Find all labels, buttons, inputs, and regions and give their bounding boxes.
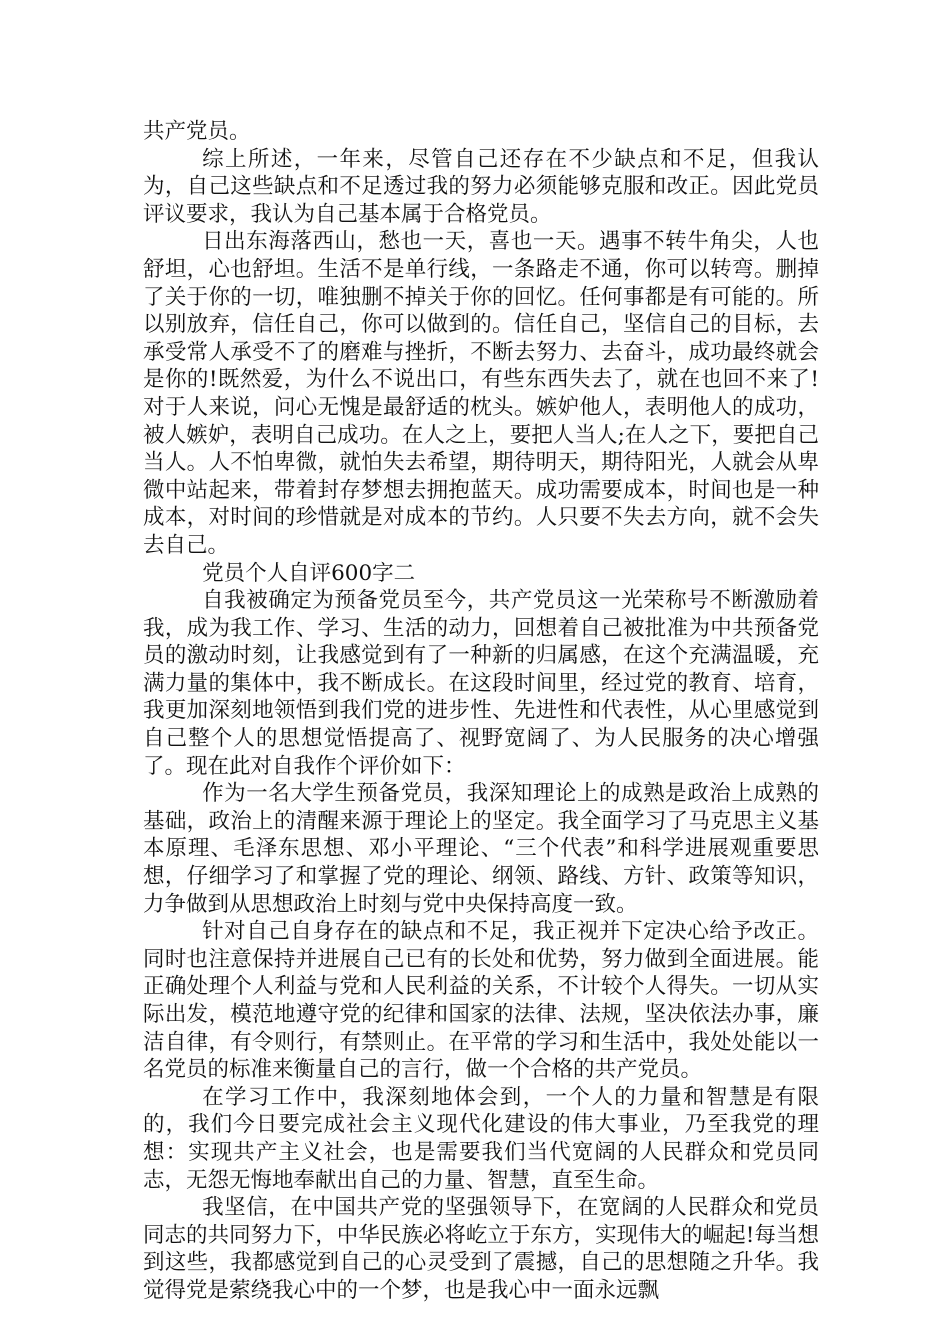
- paragraph-summary: 综上所述，一年来，尽管自己还存在不少缺点和不足，但我认为，自己这些缺点和不足透过我的努力必须能够克服和改正。因此党员评议要求，我认为自己基本属于合格党员。: [143, 146, 819, 227]
- paragraph-belief: 我坚信，在中国共产党的坚强领导下，在宽阔的人民群众和党员同志的共同努力下，中华民族必将屹立于东方，实现伟大的崛起!每当想到这些，我都感觉到自己的心灵受到了震撼，自己的思想随之升华。我觉得党是萦绕我心中的一个梦，也是我心中一面永远飘: [143, 1195, 819, 1303]
- paragraph-theory: 作为一名大学生预备党员，我深知理论上的成熟是政治上成熟的基础，政治上的清醒来源于理论上的坚定。我全面学习了马克思主义基本原理、毛泽东思想、邓小平理论、“三个代表”和科学进展观重要思想，仔细学习了和掌握了党的理论、纲领、路线、方针、政策等知识，力争做到从思想政治上时刻与党中央保持高度一致。: [143, 781, 819, 917]
- document-body: [143, 118, 819, 1305]
- paragraph-continuation: 共产党员。: [143, 119, 251, 144]
- paragraph-quotes: 日出东海落西山，愁也一天，喜也一天。遇事不转牛角尖，人也舒坦，心也舒坦。生活不是单行线，一条路走不通，你可以转弯。删掉了关于你的一切，唯独删不掉关于你的回忆。任何事都是有可能的。所以别放弃，信任自己，你可以做到的。信任自己，坚信自己的目标，去承受常人承受不了的磨难与挫折，不断去努力、去奋斗，成功最终就会是你的!既然爱，为什么不说出口，有些东西失去了，就在也回不来了!对于人来说，问心无愧是最舒适的枕头。嫉妒他人，表明他人的成功，被人嫉妒，表明自己成功。在人之上，要把人当人;在人之下，要把自己当人。人不怕卑微，就怕失去希望，期待明天，期待阳光，人就会从卑微中站起来，带着封存梦想去拥抱蓝天。成功需要成本，时间也是一种成本，对时间的珍惜就是对成本的节约。人只要不失去方向，就不会失去自己。: [143, 229, 819, 558]
- section-heading: 党员个人自评600字二: [202, 560, 416, 586]
- paragraph-work: 在学习工作中，我深刻地体会到，一个人的力量和智慧是有限的，我们今日要完成社会主义现代化建设的伟大事业，乃至我党的理想：实现共产主义社会，也是需要我们当代宽阔的人民群众和党员同志，无怨无悔地奉献出自己的力量、智慧，直至生命。: [143, 1084, 819, 1193]
- paragraph-shortcomings: 针对自己自身存在的缺点和不足，我正视并下定决心给予改正。同时也注意保持并进展自己已有的长处和优势，努力做到全面进展。能正确处理个人利益与党和人民利益的关系，不计较个人得失。一切从实际出发，模范地遵守党的纪律和国家的法律、法规，坚决依法办事，廉洁自律，有令则行，有禁则止。在平常的学习和生活中，我处处能以一名党员的标准来衡量自己的言行，做一个合格的共产党员。: [143, 919, 819, 1083]
- paragraph-intro: 自我被确定为预备党员至今，共产党员这一光荣称号不断激励着我，成为我工作、学习、生活的动力，回想着自己被批准为中共预备党员的激动时刻，让我感觉到有了一种新的归属感，在这个充满温暖，充满力量的集体中，我不断成长。在这段时间里，经过党的教育、培育，我更加深刻地领悟到我们党的进步性、先进性和代表性，从心里感觉到自己整个人的思想觉悟提高了、视野宽阔了、为人民服务的决心增强了。现在此对自我作个评价如下：: [143, 588, 819, 779]
